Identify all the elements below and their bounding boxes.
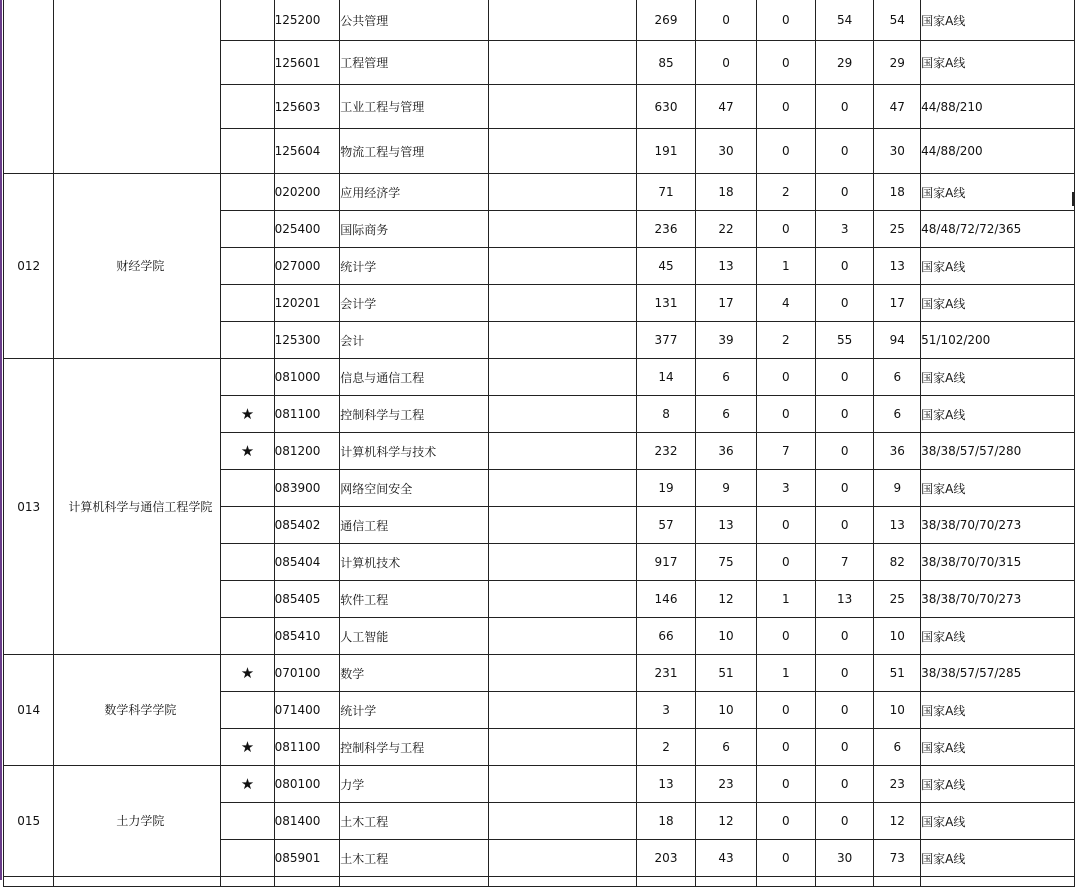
quota-cell: 36 xyxy=(696,433,756,470)
remarks-cell xyxy=(489,803,636,840)
remarks-cell xyxy=(489,129,636,174)
quota-cell: 30 xyxy=(696,129,756,174)
quota-cell: 6 xyxy=(696,359,756,396)
total-cell xyxy=(874,877,921,887)
score-line-cell: 44/88/210 xyxy=(921,85,1075,129)
major-code-cell xyxy=(274,877,340,887)
quota-cell: 10 xyxy=(696,618,756,655)
major-code-cell: 125603 xyxy=(274,85,340,129)
score-line-cell: 国家A线 xyxy=(921,359,1075,396)
quota-cell: 75 xyxy=(696,544,756,581)
quota-cell: 0 xyxy=(815,359,874,396)
quota-cell: 0 xyxy=(815,692,874,729)
college-name-cell: 数学科学学院 xyxy=(54,655,221,766)
college-name-cell: 财经学院 xyxy=(54,174,221,359)
major-code-cell: 025400 xyxy=(274,211,340,248)
major-name-cell: 人工智能 xyxy=(340,618,489,655)
major-code-cell: 020200 xyxy=(274,174,340,211)
quota-cell: 0 xyxy=(815,729,874,766)
table-row xyxy=(4,766,1075,803)
quota-cell: 0 xyxy=(756,766,815,803)
table-row xyxy=(4,0,1075,41)
quota-cell: 51 xyxy=(696,655,756,692)
quota-cell: 55 xyxy=(815,322,874,359)
total-cell: 25 xyxy=(874,581,921,618)
star-cell xyxy=(221,211,274,248)
quota-cell: 9 xyxy=(696,470,756,507)
college-code-cell: 014 xyxy=(4,655,54,766)
quota-cell: 0 xyxy=(756,803,815,840)
star-cell xyxy=(221,433,274,470)
quota-cell: 0 xyxy=(756,211,815,248)
remarks-cell xyxy=(489,85,636,129)
major-code-cell: 027000 xyxy=(274,248,340,285)
score-line-cell: 48/48/72/72/365 xyxy=(921,211,1075,248)
major-code-cell: 081200 xyxy=(274,433,340,470)
quota-cell: 0 xyxy=(756,0,815,41)
score-line-cell: 国家A线 xyxy=(921,285,1075,322)
remarks-cell xyxy=(489,655,636,692)
quota-cell: 0 xyxy=(815,433,874,470)
applicants-cell: 45 xyxy=(636,248,696,285)
remarks-cell xyxy=(489,174,636,211)
college-name-cell xyxy=(54,0,221,174)
star-cell xyxy=(221,129,274,174)
quota-cell: 29 xyxy=(815,41,874,85)
major-name-cell: 计算机科学与技术 xyxy=(340,433,489,470)
total-cell: 6 xyxy=(874,359,921,396)
star-cell xyxy=(221,729,274,766)
major-name-cell: 土木工程 xyxy=(340,840,489,877)
quota-cell: 6 xyxy=(696,729,756,766)
total-cell: 51 xyxy=(874,655,921,692)
score-line-cell: 国家A线 xyxy=(921,248,1075,285)
score-line-cell: 44/88/200 xyxy=(921,129,1075,174)
remarks-cell xyxy=(489,322,636,359)
star-cell xyxy=(221,840,274,877)
score-line-cell: 国家A线 xyxy=(921,396,1075,433)
star-cell xyxy=(221,655,274,692)
remarks-cell xyxy=(489,396,636,433)
remarks-cell xyxy=(489,544,636,581)
total-cell: 54 xyxy=(874,0,921,41)
applicants-cell: 18 xyxy=(636,803,696,840)
applicants-cell: 917 xyxy=(636,544,696,581)
college-name-cell xyxy=(54,877,221,887)
quota-cell: 18 xyxy=(696,174,756,211)
table-row xyxy=(4,174,1075,211)
quota-cell: 0 xyxy=(815,470,874,507)
score-line-cell: 国家A线 xyxy=(921,766,1075,803)
quota-cell: 39 xyxy=(696,322,756,359)
score-line-cell: 51/102/200 xyxy=(921,322,1075,359)
star-cell xyxy=(221,174,274,211)
quota-cell: 7 xyxy=(756,433,815,470)
star-cell xyxy=(221,359,274,396)
applicants-cell: 232 xyxy=(636,433,696,470)
quota-cell: 12 xyxy=(696,581,756,618)
quota-cell: 10 xyxy=(696,692,756,729)
score-line-cell: 国家A线 xyxy=(921,729,1075,766)
applicants-cell: 57 xyxy=(636,507,696,544)
quota-cell: 13 xyxy=(815,581,874,618)
quota-cell: 3 xyxy=(815,211,874,248)
quota-cell: 0 xyxy=(756,129,815,174)
star-cell xyxy=(221,803,274,840)
admissions-table xyxy=(3,0,1075,887)
quota-cell: 0 xyxy=(756,692,815,729)
major-code-cell: 125601 xyxy=(274,41,340,85)
quota-cell: 0 xyxy=(756,618,815,655)
college-code-cell xyxy=(4,877,54,887)
college-code-cell: 013 xyxy=(4,359,54,655)
quota-cell: 0 xyxy=(696,0,756,41)
applicants-cell: 131 xyxy=(636,285,696,322)
total-cell: 12 xyxy=(874,803,921,840)
major-code-cell: 081100 xyxy=(274,396,340,433)
total-cell: 13 xyxy=(874,507,921,544)
star-cell xyxy=(221,470,274,507)
major-name-cell xyxy=(340,877,489,887)
quota-cell: 54 xyxy=(815,0,874,41)
star-cell xyxy=(221,41,274,85)
college-name-cell: 土力学院 xyxy=(54,766,221,877)
major-name-cell: 会计 xyxy=(340,322,489,359)
major-name-cell: 力学 xyxy=(340,766,489,803)
major-name-cell: 控制科学与工程 xyxy=(340,396,489,433)
total-cell: 36 xyxy=(874,433,921,470)
quota-cell: 0 xyxy=(815,507,874,544)
quota-cell: 2 xyxy=(756,174,815,211)
applicants-cell: 71 xyxy=(636,174,696,211)
major-code-cell: 125300 xyxy=(274,322,340,359)
star-cell xyxy=(221,85,274,129)
major-code-cell: 081400 xyxy=(274,803,340,840)
quota-cell: 4 xyxy=(756,285,815,322)
total-cell: 23 xyxy=(874,766,921,803)
star-cell xyxy=(221,544,274,581)
quota-cell: 12 xyxy=(696,803,756,840)
score-line-cell: 国家A线 xyxy=(921,692,1075,729)
applicants-cell: 85 xyxy=(636,41,696,85)
remarks-cell xyxy=(489,211,636,248)
quota-cell: 0 xyxy=(696,41,756,85)
quota-cell xyxy=(815,877,874,887)
star-icon: ★ xyxy=(240,442,255,460)
remarks-cell xyxy=(489,248,636,285)
college-name-cell: 计算机科学与通信工程学院 xyxy=(54,359,221,655)
quota-cell: 0 xyxy=(815,618,874,655)
quota-cell: 0 xyxy=(815,129,874,174)
applicants-cell: 19 xyxy=(636,470,696,507)
quota-cell: 0 xyxy=(815,248,874,285)
star-cell xyxy=(221,618,274,655)
applicants-cell: 269 xyxy=(636,0,696,41)
applicants-cell: 203 xyxy=(636,840,696,877)
star-cell xyxy=(221,396,274,433)
quota-cell: 0 xyxy=(756,41,815,85)
score-line-cell: 38/38/57/57/280 xyxy=(921,433,1075,470)
major-name-cell: 应用经济学 xyxy=(340,174,489,211)
major-code-cell: 120201 xyxy=(274,285,340,322)
table-row xyxy=(4,359,1075,396)
major-code-cell: 080100 xyxy=(274,766,340,803)
quota-cell: 0 xyxy=(815,285,874,322)
quota-cell: 0 xyxy=(756,840,815,877)
star-cell xyxy=(221,0,274,41)
star-icon: ★ xyxy=(240,664,255,682)
total-cell: 29 xyxy=(874,41,921,85)
applicants-cell: 630 xyxy=(636,85,696,129)
quota-cell: 1 xyxy=(756,248,815,285)
major-name-cell: 统计学 xyxy=(340,248,489,285)
score-line-cell: 38/38/57/57/285 xyxy=(921,655,1075,692)
quota-cell: 0 xyxy=(815,85,874,129)
star-cell xyxy=(221,285,274,322)
major-code-cell: 070100 xyxy=(274,655,340,692)
sheet-left-border xyxy=(0,0,2,880)
major-name-cell: 信息与通信工程 xyxy=(340,359,489,396)
remarks-cell xyxy=(489,41,636,85)
major-name-cell: 网络空间安全 xyxy=(340,470,489,507)
total-cell: 30 xyxy=(874,129,921,174)
remarks-cell xyxy=(489,359,636,396)
major-code-cell: 125604 xyxy=(274,129,340,174)
quota-cell: 1 xyxy=(756,581,815,618)
quota-cell: 0 xyxy=(756,729,815,766)
score-line-cell: 国家A线 xyxy=(921,470,1075,507)
quota-cell: 6 xyxy=(696,396,756,433)
major-code-cell: 125200 xyxy=(274,0,340,41)
major-name-cell: 土木工程 xyxy=(340,803,489,840)
remarks-cell xyxy=(489,581,636,618)
major-code-cell: 071400 xyxy=(274,692,340,729)
total-cell: 6 xyxy=(874,729,921,766)
major-code-cell: 085901 xyxy=(274,840,340,877)
college-code-cell: 015 xyxy=(4,766,54,877)
table-row xyxy=(4,877,1075,887)
score-line-cell xyxy=(921,877,1075,887)
star-cell xyxy=(221,766,274,803)
star-icon: ★ xyxy=(240,775,255,793)
quota-cell: 3 xyxy=(756,470,815,507)
remarks-cell xyxy=(489,470,636,507)
total-cell: 10 xyxy=(874,618,921,655)
total-cell: 47 xyxy=(874,85,921,129)
remarks-cell xyxy=(489,433,636,470)
remarks-cell xyxy=(489,840,636,877)
applicants-cell: 66 xyxy=(636,618,696,655)
applicants-cell: 377 xyxy=(636,322,696,359)
total-cell: 6 xyxy=(874,396,921,433)
remarks-cell xyxy=(489,877,636,887)
star-cell xyxy=(221,507,274,544)
score-line-cell: 38/38/70/70/273 xyxy=(921,507,1075,544)
star-icon: ★ xyxy=(240,738,255,756)
quota-cell: 0 xyxy=(815,803,874,840)
quota-cell: 17 xyxy=(696,285,756,322)
score-line-cell: 国家A线 xyxy=(921,840,1075,877)
applicants-cell: 13 xyxy=(636,766,696,803)
total-cell: 13 xyxy=(874,248,921,285)
major-name-cell: 国际商务 xyxy=(340,211,489,248)
star-cell xyxy=(221,322,274,359)
quota-cell: 0 xyxy=(815,174,874,211)
quota-cell: 0 xyxy=(815,396,874,433)
major-name-cell: 公共管理 xyxy=(340,0,489,41)
star-cell xyxy=(221,581,274,618)
quota-cell: 0 xyxy=(815,766,874,803)
quota-cell: 0 xyxy=(756,85,815,129)
quota-cell: 1 xyxy=(756,655,815,692)
score-line-cell: 国家A线 xyxy=(921,618,1075,655)
table-body xyxy=(4,0,1075,887)
star-icon: ★ xyxy=(240,405,255,423)
major-code-cell: 081000 xyxy=(274,359,340,396)
major-code-cell: 085405 xyxy=(274,581,340,618)
star-cell xyxy=(221,692,274,729)
remarks-cell xyxy=(489,729,636,766)
applicants-cell: 236 xyxy=(636,211,696,248)
college-code-cell: 012 xyxy=(4,174,54,359)
total-cell: 17 xyxy=(874,285,921,322)
major-name-cell: 工程管理 xyxy=(340,41,489,85)
major-name-cell: 工业工程与管理 xyxy=(340,85,489,129)
major-code-cell: 083900 xyxy=(274,470,340,507)
remarks-cell xyxy=(489,285,636,322)
major-code-cell: 085402 xyxy=(274,507,340,544)
quota-cell: 22 xyxy=(696,211,756,248)
major-name-cell: 计算机技术 xyxy=(340,544,489,581)
quota-cell: 23 xyxy=(696,766,756,803)
applicants-cell: 2 xyxy=(636,729,696,766)
score-line-cell: 国家A线 xyxy=(921,174,1075,211)
major-code-cell: 081100 xyxy=(274,729,340,766)
total-cell: 9 xyxy=(874,470,921,507)
applicants-cell: 231 xyxy=(636,655,696,692)
quota-cell: 7 xyxy=(815,544,874,581)
remarks-cell xyxy=(489,0,636,41)
total-cell: 10 xyxy=(874,692,921,729)
score-line-cell: 38/38/70/70/315 xyxy=(921,544,1075,581)
applicants-cell xyxy=(636,877,696,887)
quota-cell: 0 xyxy=(756,359,815,396)
quota-cell: 30 xyxy=(815,840,874,877)
total-cell: 25 xyxy=(874,211,921,248)
major-name-cell: 数学 xyxy=(340,655,489,692)
applicants-cell: 8 xyxy=(636,396,696,433)
major-code-cell: 085404 xyxy=(274,544,340,581)
quota-cell: 0 xyxy=(815,655,874,692)
applicants-cell: 146 xyxy=(636,581,696,618)
college-code-cell xyxy=(4,0,54,174)
major-name-cell: 通信工程 xyxy=(340,507,489,544)
score-line-cell: 国家A线 xyxy=(921,803,1075,840)
major-name-cell: 软件工程 xyxy=(340,581,489,618)
quota-cell: 43 xyxy=(696,840,756,877)
major-name-cell: 物流工程与管理 xyxy=(340,129,489,174)
total-cell: 82 xyxy=(874,544,921,581)
score-line-cell: 38/38/70/70/273 xyxy=(921,581,1075,618)
star-cell xyxy=(221,877,274,887)
applicants-cell: 14 xyxy=(636,359,696,396)
major-name-cell: 会计学 xyxy=(340,285,489,322)
applicants-cell: 3 xyxy=(636,692,696,729)
major-name-cell: 统计学 xyxy=(340,692,489,729)
quota-cell: 13 xyxy=(696,248,756,285)
total-cell: 94 xyxy=(874,322,921,359)
quota-cell: 13 xyxy=(696,507,756,544)
applicants-cell: 191 xyxy=(636,129,696,174)
quota-cell xyxy=(756,877,815,887)
quota-cell: 2 xyxy=(756,322,815,359)
remarks-cell xyxy=(489,618,636,655)
total-cell: 73 xyxy=(874,840,921,877)
score-line-cell: 国家A线 xyxy=(921,0,1075,41)
score-line-cell: 国家A线 xyxy=(921,41,1075,85)
remarks-cell xyxy=(489,692,636,729)
total-cell: 18 xyxy=(874,174,921,211)
quota-cell: 47 xyxy=(696,85,756,129)
quota-cell: 0 xyxy=(756,396,815,433)
remarks-cell xyxy=(489,507,636,544)
major-name-cell: 控制科学与工程 xyxy=(340,729,489,766)
quota-cell: 0 xyxy=(756,507,815,544)
table-row xyxy=(4,655,1075,692)
quota-cell xyxy=(696,877,756,887)
remarks-cell xyxy=(489,766,636,803)
quota-cell: 0 xyxy=(756,544,815,581)
star-cell xyxy=(221,248,274,285)
major-code-cell: 085410 xyxy=(274,618,340,655)
